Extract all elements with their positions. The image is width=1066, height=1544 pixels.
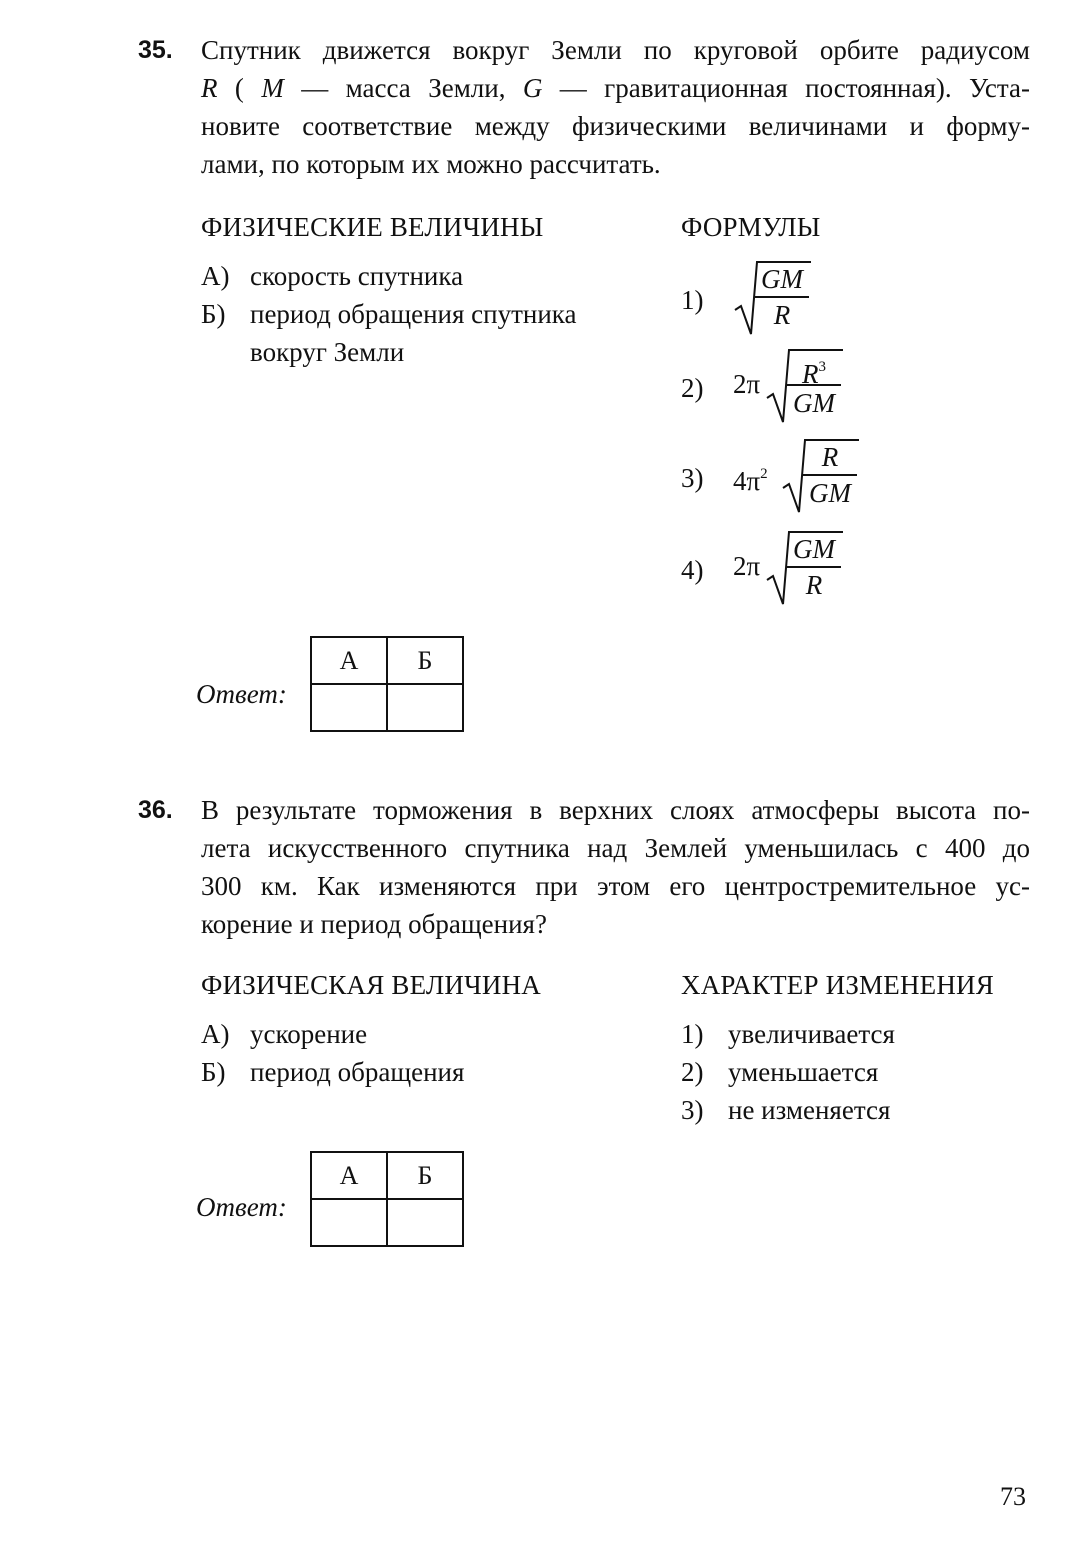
quantity-text-a: скорость спутника [250, 261, 464, 291]
answer-cell-a[interactable] [311, 1199, 387, 1246]
formula-1 [681, 258, 821, 348]
change-text-3: не изменяется [728, 1095, 891, 1125]
quantity-label-a: А) [201, 1019, 230, 1049]
change-text-2: уменьшается [728, 1057, 879, 1087]
change-label-2: 2) [681, 1057, 704, 1087]
quantity-text-b: период обращения спутника [250, 299, 577, 329]
formula-3-fraction [803, 440, 857, 510]
question-35-line-2: R ( M — масса Земли, G — гравитационная постоянная). Уста- [201, 73, 1031, 103]
formula-2-coefficient: 2π [733, 369, 761, 399]
question-36-line-2: лета искусственного спутника над Землей уменьшилась с 400 до [201, 833, 1030, 863]
formula-4-denominator: R [805, 570, 823, 600]
answer-table-36 [310, 1151, 464, 1247]
formula-4-fraction [787, 532, 841, 602]
answer-header-a: А [311, 1152, 387, 1199]
quantity-text-b: период обращения [250, 1057, 465, 1087]
formula-2-label: 2) [681, 373, 704, 403]
change-label-1: 1) [681, 1019, 704, 1049]
question-36-line-1: В результате торможения в верхних слоях атмосферы высота по- [201, 795, 1030, 825]
page-number: 73 [1000, 1482, 1026, 1511]
formula-3-coefficient: $4\pi^2$ [733, 466, 768, 496]
change-text-1: увеличивается [728, 1019, 895, 1049]
question-35-line-1: Спутник движется вокруг Земли по круговой орбите радиусом [201, 35, 1030, 65]
quantity-label-b: Б) [201, 1057, 226, 1087]
change-label-3: 3) [681, 1095, 704, 1125]
answer-cell-a[interactable] [311, 684, 387, 731]
question-36-line-4: корение и период обращения? [201, 909, 547, 939]
answer-label-36: Ответ: [196, 1192, 287, 1222]
quantities-header: ФИЗИЧЕСКИЕ ВЕЛИЧИНЫ [201, 212, 544, 242]
answer-header-a: А [311, 637, 387, 684]
quantity-text-a: ускорение [250, 1019, 368, 1049]
question-36-line-3: 300 км. Как изменяются при этом его центростремительное ус- [201, 871, 1030, 901]
quantity-label-a: А) [201, 261, 230, 291]
answer-header-b: Б [387, 637, 463, 684]
answer-cell-b[interactable] [387, 1199, 463, 1246]
quantity-text-b-continued: вокруг Земли [250, 337, 405, 367]
formula-1-label: 1) [681, 285, 704, 315]
formula-3-denominator: GM [809, 478, 851, 508]
formula-2-fraction [787, 350, 841, 420]
formula-2 [681, 346, 861, 436]
question-35-number: 35. [138, 36, 173, 64]
formula-3-coefficient-power: 2 [760, 466, 768, 482]
formula-4 [681, 528, 861, 618]
formula-3-numerator: R [821, 442, 839, 472]
formula-2-numerator: $R^3$ [802, 359, 826, 389]
quantity-header: ФИЗИЧЕСКАЯ ВЕЛИЧИНА [201, 970, 541, 1000]
quantity-label-b: Б) [201, 299, 226, 329]
formula-1-denominator: R [773, 300, 791, 330]
formulas-header: ФОРМУЛЫ [681, 212, 821, 242]
answer-label-35: Ответ: [196, 679, 287, 709]
formula-3 [681, 436, 861, 526]
answer-table-35 [310, 636, 464, 732]
formula-4-numerator: GM [793, 534, 835, 564]
formula-2-denominator: GM [793, 388, 835, 418]
answer-cell-b[interactable] [387, 684, 463, 731]
formula-4-coefficient: 2π [733, 551, 761, 581]
change-header: ХАРАКТЕР ИЗМЕНЕНИЯ [681, 970, 994, 1000]
formula-4-label: 4) [681, 555, 704, 585]
question-36-number: 36. [138, 796, 173, 824]
formula-3-label: 3) [681, 463, 704, 493]
question-35-line-3: новите соответствие между физическими величинами и форму- [201, 111, 1030, 141]
question-35-line-4: лами, по которым их можно рассчитать. [201, 149, 661, 179]
formula-1-numerator: GM [761, 264, 803, 294]
formula-1-fraction [755, 262, 809, 332]
answer-header-b: Б [387, 1152, 463, 1199]
formula-2-numerator-power: 3 [818, 359, 826, 375]
